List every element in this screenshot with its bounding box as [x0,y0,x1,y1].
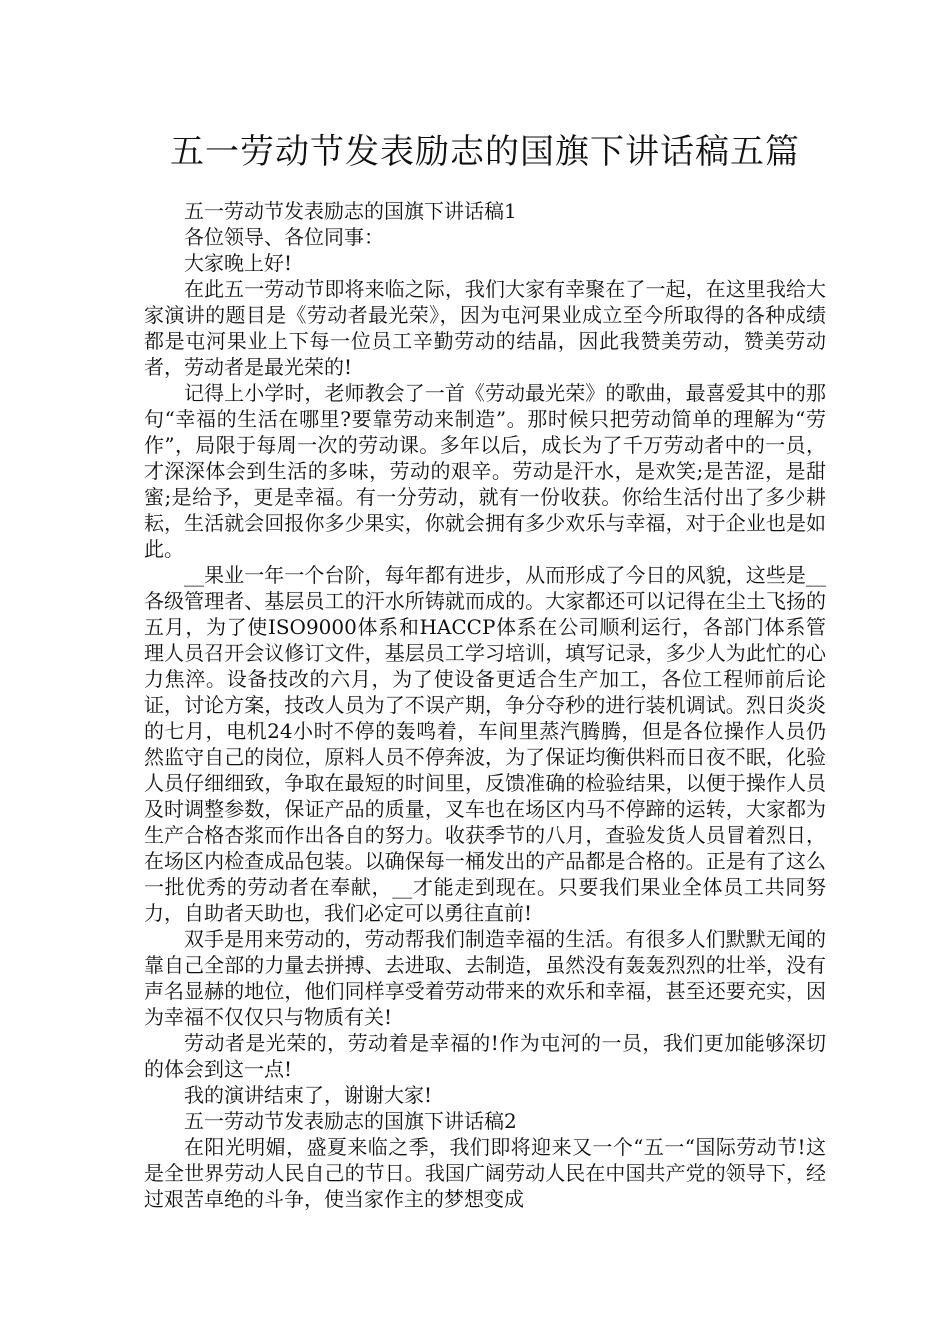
closing-line: 我的演讲结束了，谢谢大家! [184,1083,433,1107]
section-heading-2: 五一劳动节发表励志的国旗下讲话稿2 [184,1109,517,1133]
body-paragraph: 在此五一劳动节即将来临之际，我们大家有幸聚在了一起，在这里我给大家演讲的题目是《劳动者最光荣》，因为屯河果业成立至今所取得的各种成绩都是屯河果业上下每一位员工辛勤劳动的结晶，因此我赞美劳动，赞美劳动者，劳动者是最光荣的! [144,277,826,379]
document-body [144,198,826,1212]
body-paragraph: 记得上小学时，老师教会了一首《劳动最光荣》的歌曲，最喜爱其中的那句“幸福的生活在哪里?要靠劳动来制造”。那时候只把劳动简单的理解为“劳作”，局限于每周一次的劳动课。多年以后，成长为了千万劳动者中的一员，才深深体会到生活的多味，劳动的艰辛。劳动是汗水，是欢笑;是苦涩，是甜蜜;是给予，更是幸福。有一分劳动，就有一份收获。你给生活付出了多少耕耘，生活就会回报你多少果实，你就会拥有多少欢乐与幸福，对于企业也是如此。 [144,381,826,561]
body-paragraph: __果业一年一个台阶，每年都有进步，从而形成了今日的风貌，这些是__各级管理者、基层员工的汗水所铸就而成的。大家都还可以记得在尘土飞扬的五月，为了使ISO9000体系和HACCP体系在公司顺利运行，各部门体系管理人员召开会议修订文件，基层员工学习培训，填写记录，多少人为此忙的心力焦淬。设备技改的六月，为了使设备更适合生产加工，各位工程师前后论证，讨论方案，技改人员为了不误产期，争分夺秒的进行装机调试。烈日炎炎的七月，电机24小时不停的轰鸣着，车间里蒸汽腾腾，但是各位操作人员仍然监守自己的岗位，原料人员不停奔波，为了保证均衡供料而日夜不眠，化验人员仔细细致，争取在最短的时间里，反馈准确的检验结果，以便于操作人员及时调整参数，保证产品的质量，叉车也在场区内马不停蹄的运转，大家都为生产合格杏浆而作出各自的努力。收获季节的八月，查验发货人员冒着烈日，在场区内检查成品包装。以确保每一桶发出的产品都是合格的。正是有了这么一批优秀的劳动者在奉献，__才能走到现在。只要我们果业全体员工共同努力，自助者天助也，我们必定可以勇往直前! [144,563,826,925]
salutation: 各位领导、各位同事： [184,225,384,249]
document-page [144,124,826,1212]
greeting: 大家晚上好! [184,251,293,275]
document-title: 五一劳动节发表励志的国旗下讲话稿五篇 [170,132,800,172]
body-paragraph: 劳动者是光荣的，劳动着是幸福的!作为屯河的一员，我们更加能够深切的体会到这一点! [144,1031,826,1081]
section-heading-1: 五一劳动节发表励志的国旗下讲话稿1 [184,199,517,223]
body-paragraph: 在阳光明媚，盛夏来临之季，我们即将迎来又一个“五一“国际劳动节!这是全世界劳动人民自己的节日。我国广阔劳动人民在中国共产党的领导下，经过艰苦卓绝的斗争，使当家作主的梦想变成 [144,1135,826,1211]
body-paragraph: 双手是用来劳动的，劳动帮我们制造幸福的生活。有很多人们默默无闻的靠自己全部的力量去拼搏、去进取、去制造，虽然没有轰轰烈烈的壮举，没有声名显赫的地位，他们同样享受着劳动带来的欢乐和幸福，甚至还要充实，因为幸福不仅仅只与物质有关! [144,927,826,1029]
